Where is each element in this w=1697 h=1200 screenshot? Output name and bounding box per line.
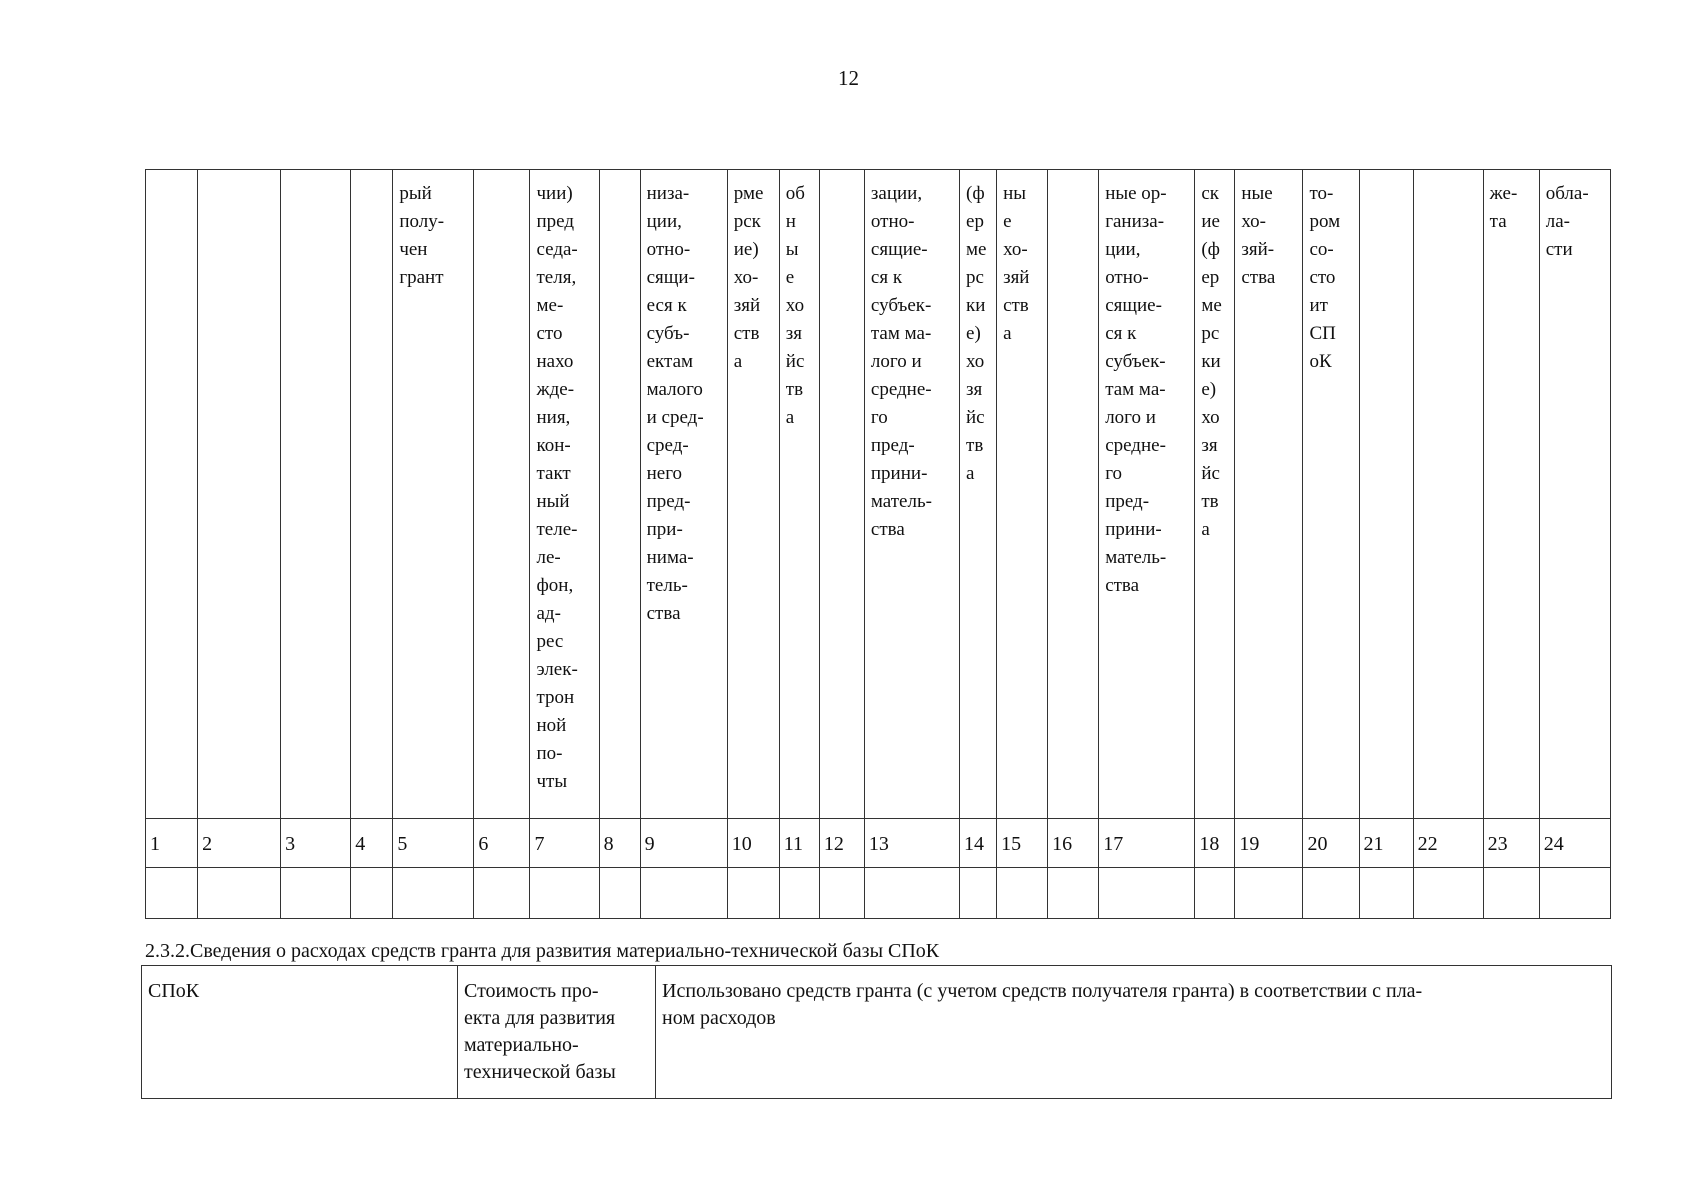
column-number: 22 [1413, 819, 1483, 868]
expense-col-grant-used: Использовано средств гранта (с учетом средств получателя гранта) в соответствии с пла- ном расходов [656, 966, 1612, 1099]
table-cell [393, 868, 474, 919]
expense-header-row [142, 966, 1612, 1099]
column-number-row [146, 819, 1611, 868]
table-header-row [146, 170, 1611, 819]
column-number: 11 [779, 819, 819, 868]
column-number: 10 [727, 819, 779, 868]
table-cell [1195, 868, 1235, 919]
table-cell [997, 868, 1048, 919]
expense-table [141, 965, 1612, 1099]
column-number: 13 [864, 819, 959, 868]
page-number: 12 [838, 66, 859, 90]
expense-col-spok: СПоК [142, 966, 458, 1099]
column-number: 7 [530, 819, 599, 868]
table-cell [1048, 868, 1099, 919]
table-cell [1483, 868, 1539, 919]
column-number: 16 [1048, 819, 1099, 868]
column-number: 4 [351, 819, 393, 868]
table-cell [960, 868, 997, 919]
column-number: 24 [1539, 819, 1610, 868]
table-cell [1303, 868, 1359, 919]
grant-recipients-table [145, 169, 1611, 919]
header-cell: низа- ции, отно- сящи- еся к субъ- ектам малого и сред- сред- него пред- при- нима- тель- ства [640, 170, 727, 819]
header-cell: об н ы е хо зя йс тв а [779, 170, 819, 819]
table-cell [819, 868, 864, 919]
column-number: 15 [997, 819, 1048, 868]
table-cell [198, 868, 281, 919]
table-cell [530, 868, 599, 919]
column-number: 14 [960, 819, 997, 868]
table-cell [281, 868, 351, 919]
column-number: 2 [198, 819, 281, 868]
header-cell [474, 170, 530, 819]
column-number: 20 [1303, 819, 1359, 868]
header-cell: (ф ер ме рс ки е) хо зя йс тв а [960, 170, 997, 819]
table-cell [1099, 868, 1195, 919]
column-number: 3 [281, 819, 351, 868]
header-cell: ные ор- ганиза- ции, отно- сящие- ся к субъек- там ма- лого и средне- го пред- прини- матель- ства [1099, 170, 1195, 819]
column-number: 18 [1195, 819, 1235, 868]
column-number: 19 [1235, 819, 1303, 868]
table-cell [1413, 868, 1483, 919]
header-cell [146, 170, 198, 819]
header-cell [1048, 170, 1099, 819]
column-number: 12 [819, 819, 864, 868]
header-cell: зации, отно- сящие- ся к субъек- там ма- лого и средне- го пред- прини- матель- ства [864, 170, 959, 819]
column-number: 9 [640, 819, 727, 868]
header-cell: рме рск ие) хо- зяй ств а [727, 170, 779, 819]
header-cell: то- ром со- сто ит СП оК [1303, 170, 1359, 819]
section-title: 2.3.2.Сведения о расходах средств гранта для развития материально-технической базы СПоК [145, 940, 940, 962]
expense-col-project-cost: Стоимость про- екта для развития материально- технической базы [458, 966, 656, 1099]
header-cell: ные хо- зяй- ства [1235, 170, 1303, 819]
table-cell [474, 868, 530, 919]
table-cell [599, 868, 640, 919]
column-number: 21 [1359, 819, 1413, 868]
column-number: 17 [1099, 819, 1195, 868]
column-number: 1 [146, 819, 198, 868]
header-cell: обла- ла- сти [1539, 170, 1610, 819]
header-cell [1413, 170, 1483, 819]
header-cell [281, 170, 351, 819]
header-cell: рый полу- чен грант [393, 170, 474, 819]
column-number: 23 [1483, 819, 1539, 868]
column-number: 8 [599, 819, 640, 868]
header-cell [198, 170, 281, 819]
table-cell [146, 868, 198, 919]
header-cell [1359, 170, 1413, 819]
table-row [146, 868, 1611, 919]
column-number: 5 [393, 819, 474, 868]
header-cell [819, 170, 864, 819]
table-cell [779, 868, 819, 919]
table-cell [351, 868, 393, 919]
table-cell [1359, 868, 1413, 919]
header-cell: ны е хо- зяй ств а [997, 170, 1048, 819]
table-cell [864, 868, 959, 919]
table-cell [1539, 868, 1610, 919]
column-number: 6 [474, 819, 530, 868]
header-cell: чии) пред седа- теля, ме- сто нахо жде- ния, кон- такт ный теле- ле- фон, ад- рес элек- трон ной по- чты [530, 170, 599, 819]
header-cell [351, 170, 393, 819]
table-cell [727, 868, 779, 919]
header-cell: же- та [1483, 170, 1539, 819]
header-cell: ск ие (ф ер ме рс ки е) хо зя йс тв а [1195, 170, 1235, 819]
header-cell [599, 170, 640, 819]
table-cell [640, 868, 727, 919]
table-cell [1235, 868, 1303, 919]
